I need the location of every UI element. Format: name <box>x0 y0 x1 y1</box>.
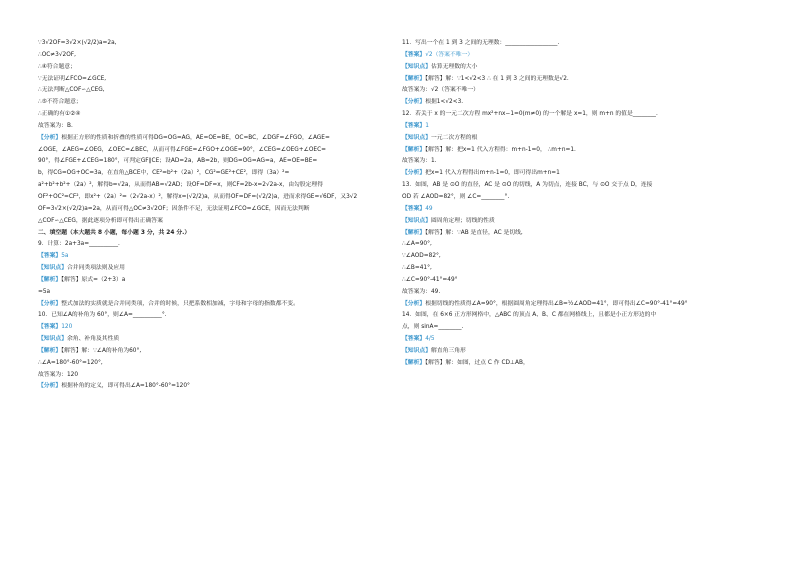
text-line <box>38 109 383 121</box>
section-tag: 【分析】 <box>402 99 426 106</box>
section-tag: 【分析】 <box>38 300 62 307</box>
text-line <box>402 322 757 334</box>
section-tag: 【分析】 <box>38 383 62 390</box>
line-text: ∵无法证明∠FCO=∠GCE, <box>38 75 107 82</box>
text-line <box>402 74 757 86</box>
text-line <box>38 204 383 216</box>
text-line <box>38 358 383 370</box>
section-tag: 【知识点】 <box>38 265 67 272</box>
line-text: 9．计算：2a+3a=__________. <box>38 241 120 248</box>
line-text: 一元二次方程的根 <box>431 134 478 141</box>
section-tag: 【知识点】 <box>38 336 67 343</box>
text-line <box>38 239 383 251</box>
text-line <box>402 287 757 299</box>
line-text: 解直角三角形 <box>431 347 466 354</box>
line-text: 根据正方形的性质和折叠的性质可得DG=OG=AG，AE=OE=BE，OC=BC，∠DGF=∠FGO，∠AGE= <box>61 134 330 141</box>
line-text: 故答案为：49. <box>402 288 441 295</box>
line-text: 根据切线的性质得∠A=90°，根据圆周角定理得出∠B=½∠AOD=41°，即可得出∠C=90°-41°=49° <box>425 300 688 307</box>
text-line <box>402 239 757 251</box>
section-tag: 【答案】 <box>402 122 426 129</box>
line-text: ∴∠A=180°-60°=120°, <box>38 359 103 366</box>
line-text: ∴∠B=41°, <box>402 265 432 272</box>
section-tag: 【答案】 <box>38 253 62 260</box>
text-line <box>38 251 383 263</box>
text-line <box>38 228 383 240</box>
section-tag: 【分析】 <box>38 134 62 141</box>
text-line <box>38 121 383 133</box>
line-text: 把x=1 代入方程得出m+n-1=0，即可得出m+n=1 <box>425 170 560 177</box>
line-text: a²+b²+b²+（2a）²，解得b=√2a，从而得AB=√2AD；设OF=DF=x，则CF=2b-x=2√2a-x，由勾股定理得 <box>38 182 324 189</box>
line-text: ∴∠A=90°, <box>402 241 432 248</box>
line-text: 二、填空题（本大题共 8 小题，每小题 3 分，共 24 分.） <box>38 229 191 236</box>
text-line <box>38 85 383 97</box>
section-tag: 【解析】 <box>38 347 62 354</box>
line-text: 故答案为：120 <box>38 371 79 378</box>
line-text: 1 <box>425 122 429 129</box>
left-column <box>38 38 383 393</box>
line-text: 故答案为：√2（答案不唯一） <box>402 87 479 94</box>
section-tag: 【解析】 <box>402 146 426 153</box>
text-line <box>38 192 383 204</box>
line-text: ∴无法判断△COF∽△CEG, <box>38 87 105 94</box>
text-line <box>402 228 757 240</box>
text-line <box>402 133 757 145</box>
text-line <box>38 38 383 50</box>
text-line <box>38 334 383 346</box>
line-text: 12．若关于 x 的一元二次方程 mx²+nx−1=0(m≠0) 的一个解是 x=1，则 m+n 的值是________. <box>402 111 658 118</box>
text-line <box>402 97 757 109</box>
text-line <box>38 275 383 287</box>
text-line <box>402 334 757 346</box>
text-line <box>38 310 383 322</box>
line-text: b，得CG=OG+OC=3a，在直角△BCE中，CE²=b²+（2a）²，CG²=GE²+CE²，即得（3a）²= <box>38 170 290 177</box>
text-line <box>38 180 383 192</box>
line-text: 120 <box>61 324 73 331</box>
line-text: 整式加法的实质就是合并同类项，合并的时候，只把系数相加减，字母和字母的指数都不变。 <box>61 300 299 307</box>
line-text: 10．已知∠A的补角为 60°，则∠A=__________°. <box>38 312 167 319</box>
text-line <box>38 156 383 168</box>
text-line <box>402 38 757 50</box>
section-tag: 【知识点】 <box>402 63 431 70</box>
section-tag: 【答案】 <box>402 205 426 212</box>
section-tag: 【解析】 <box>38 276 62 283</box>
line-text: OF=3√2×(√2/2)a=2a，从而可得△OC≠3√2OF；因条件不足，无法证明∠FCO=∠GCE，因而无法判断 <box>38 205 310 212</box>
section-tag: 【解析】 <box>402 229 426 236</box>
section-tag: 【知识点】 <box>402 347 431 354</box>
text-line <box>402 145 757 157</box>
line-text: 90°，得∠FGE+∠CEG=180°，可判定GF∥CE；设AD=2a，AB=2b，则DG=OG=AG=a，AE=OE=BE= <box>38 158 318 165</box>
text-line <box>402 251 757 263</box>
line-text: 点，则 sinA=________. <box>402 324 464 331</box>
line-text: 合并同类项法则及应用 <box>67 265 125 272</box>
line-text: ∴正确的有①②④ <box>38 111 81 118</box>
line-text: ∠OGE，∠AEG=∠OEG，∠OEC=∠BEC，从而可得∠FGE=∠FGO+∠OGE=90°，∠CEG=∠OEG+∠OEC= <box>38 146 326 153</box>
text-line <box>38 97 383 109</box>
section-tag: 【答案】 <box>38 324 62 331</box>
text-line <box>402 358 757 370</box>
section-tag: 【解析】 <box>402 359 426 366</box>
section-tag: 【解析】 <box>402 75 426 82</box>
section-tag: 【答案】 <box>402 51 426 58</box>
text-line <box>38 287 383 299</box>
text-line <box>402 180 757 192</box>
section-tag: 【知识点】 <box>402 217 431 224</box>
line-text: 【解答】原式=（2+3）a <box>61 276 126 283</box>
text-line <box>402 204 757 216</box>
text-line <box>402 299 757 311</box>
text-line <box>402 216 757 228</box>
line-text: 5a <box>61 253 69 260</box>
text-line <box>402 121 757 133</box>
text-line <box>38 74 383 86</box>
text-line <box>38 299 383 311</box>
line-text: 【解答】解：∵1<√2<3 ∴ 在 1 到 3 之间的无理数是√2. <box>425 75 569 82</box>
text-line <box>38 370 383 382</box>
line-text: 【解答】解：∵∠A的补角为60°, <box>61 347 142 354</box>
line-text: 4/5 <box>425 336 435 343</box>
line-text: △COF∽△CEG，据此逐项分析即可得出正确答案 <box>38 217 163 224</box>
text-line <box>402 346 757 358</box>
text-line <box>38 62 383 74</box>
text-line <box>402 168 757 180</box>
line-text: 13．如图，AB 是 ⊙O 的直径，AC 是 ⊙O 的切线，A 为切点，连接 BC，与 ⊙O 交于点 D，连接 <box>402 182 653 189</box>
text-line <box>38 381 383 393</box>
text-line <box>38 168 383 180</box>
line-text: ∵3√2OF=3√2×(√2/2)a=2a, <box>38 40 117 46</box>
line-text: ∴∠C=90°-41°=49° <box>402 276 458 283</box>
text-line <box>38 346 383 358</box>
line-text: ∴⑤不符合题意； <box>38 99 82 106</box>
line-text: 49 <box>425 205 433 212</box>
text-line <box>402 310 757 322</box>
right-column <box>402 38 757 370</box>
line-text: 11．写出一个在 1 到 3 之间的无理数：__________________. <box>402 40 560 46</box>
line-text: 【解答】解：如图，过点 C 作 CD⊥AB， <box>425 359 529 366</box>
line-text: ∴④符合题意； <box>38 63 76 70</box>
text-line <box>402 192 757 204</box>
line-text: 【解答】解：∵AB 是直径，AC 是切线, <box>425 229 523 236</box>
text-line <box>38 322 383 334</box>
line-text: 根据补角的定义，即可得出∠A=180°-60°=120° <box>61 383 190 390</box>
line-text: 故答案为：B. <box>38 122 73 129</box>
text-line <box>38 216 383 228</box>
text-line <box>38 145 383 157</box>
section-tag: 【分析】 <box>402 300 426 307</box>
line-text: OD 若 ∠AOD=82°，则 ∠C=________°. <box>402 193 510 200</box>
text-line <box>402 275 757 287</box>
line-text: 圆周角定理；切线的性质 <box>431 217 495 224</box>
text-line <box>402 109 757 121</box>
line-text: =5a <box>38 288 51 295</box>
line-text: ∵∠AOD=82°, <box>402 253 441 260</box>
text-line <box>402 156 757 168</box>
text-line <box>402 50 757 62</box>
text-line <box>402 62 757 74</box>
text-line <box>38 50 383 62</box>
text-line <box>38 263 383 275</box>
line-text: ∴OC≠3√2OF, <box>38 51 76 58</box>
section-tag: 【答案】 <box>402 336 426 343</box>
line-text: 故答案为：1. <box>402 158 437 165</box>
text-line <box>402 263 757 275</box>
section-tag: 【知识点】 <box>402 134 431 141</box>
text-line <box>402 85 757 97</box>
line-text: 14．如图，在 6×6 正方形网格中，△ABC 的顶点 A、B、C 都在网格线上，且都是小正方形边的中 <box>402 312 657 319</box>
line-text: OF²+OC²=CF²，即x²+（2a）²=（2√2a-x）²，解得x=(√2/2)a，从而得OF=DF=(√2/2)a，进而求得GE=√6DF，又3√2 <box>38 193 358 200</box>
section-tag: 【分析】 <box>402 170 426 177</box>
line-text: 余角、补角及其性质 <box>67 336 120 343</box>
text-line <box>38 133 383 145</box>
line-text: 【解答】解：把x=1 代入方程得：m+n-1=0， ∴m+n=1. <box>425 146 576 153</box>
line-text: 估算无理数的大小 <box>431 63 478 70</box>
line-text: √2（答案不唯一） <box>425 51 474 58</box>
line-text: 根据1<√2<3. <box>425 99 464 106</box>
